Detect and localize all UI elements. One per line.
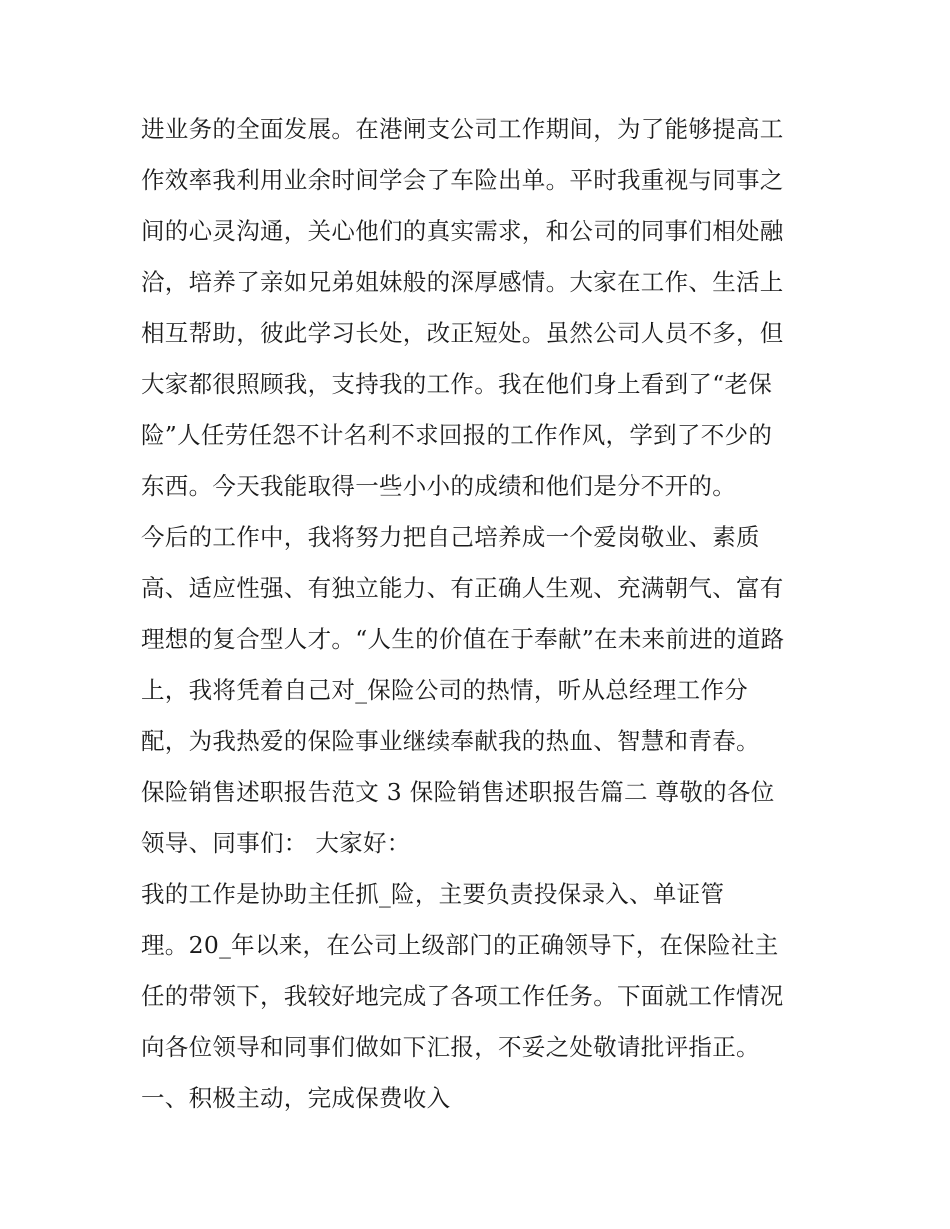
text-line: 我的工作是协助主任抓_险，主要负责投保录入、单证管 [141, 880, 725, 908]
text-line: 向各位领导和同事们做如下汇报，不妥之处敬请批评指正。 [141, 1033, 760, 1061]
text-line: 上，我将凭着自己对_保险公司的热情，听从总经理工作分 [141, 676, 749, 704]
text-line: 理。20_年以来，在公司上级部门的正确领导下，在保险社主 [141, 931, 779, 959]
text-line: 作效率我利用业余时间学会了车险出单。平时我重视与同事之 [141, 166, 784, 194]
text-line: 洽，培养了亲如兄弟姐妹般的深厚感情。大家在工作、生活上 [141, 268, 784, 296]
text-line: 进业务的全面发展。在港闸支公司工作期间，为了能够提高工 [141, 115, 784, 143]
text-line: 高、适应性强、有独立能力、有正确人生观、充满朝气、富有 [141, 574, 784, 602]
text-line: 间的心灵沟通，关心他们的真实需求，和公司的同事们相处融 [141, 217, 784, 245]
text-line: 理想的复合型人才。“人生的价值在于奉献”在未来前进的道路 [141, 625, 785, 653]
text-line: 配，为我热爱的保险事业继续奉献我的热血、智慧和青春。 [141, 727, 760, 755]
text-line: 险”人任劳任怨不计名利不求回报的工作作风，学到了不少的 [141, 421, 773, 449]
text-line: 大家都很照顾我，支持我的工作。我在他们身上看到了“老保 [141, 370, 773, 398]
section-heading-line: 保险销售述职报告范文 3 保险销售述职报告篇二 尊敬的各位 [141, 778, 775, 806]
text-line: 东西。今天我能取得一些小小的成绩和他们是分不开的。 [141, 472, 736, 500]
text-line: 今后的工作中，我将努力把自己培养成一个爱岗敬业、素质 [141, 523, 760, 551]
text-line: 任的带领下，我较好地完成了各项工作任务。下面就工作情况 [141, 982, 784, 1010]
text-line: 相互帮助，彼此学习长处，改正短处。虽然公司人员不多，但 [141, 319, 784, 347]
document-body [141, 104, 821, 1124]
subheading-line: 一、积极主动，完成保费收入 [141, 1084, 451, 1112]
greeting-line: 领导、同事们： 大家好： [141, 829, 411, 857]
